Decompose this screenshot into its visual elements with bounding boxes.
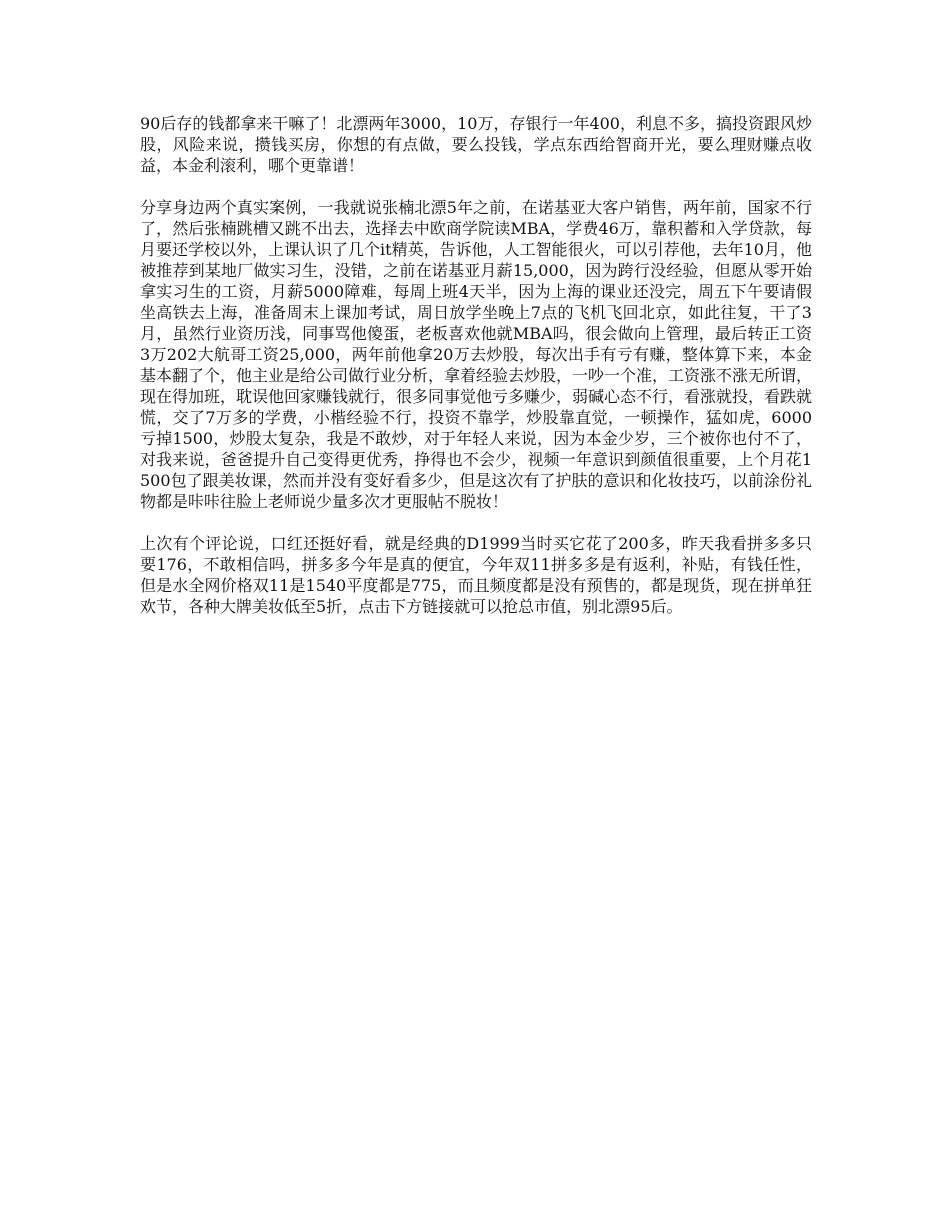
paragraph-cases: 分享身边两个真实案例，一我就说张楠北漂5年之前，在诺基亚大客户销售，两年前，国家不行了，然后张楠跳槽又跳不出去，选择去中欧商学院读MBA，学费46万，靠积蓄和入学贷款，每月要还学校以外，上课认识了几个it精英，告诉他，人工智能很火，可以引荐他，去年10月，他被推荐到某地厂做实习生，没错，之前在诺基亚月薪15,000，因为跨行没经验，但愿从零开始拿实习生的工资，月薪5000障难，每周上班4天半，因为上海的课业还没完，周五下午要请假坐高铁去上海，准备周末上课加考试，周日放学坐晚上7点的飞机飞回北京，如此往复，干了3月，虽然行业资历浅，同事骂他傻蛋，老板喜欢他就MBA吗，很会做向上管理，最后转正工资3万202大航哥工资25,000，两年前他拿20万去炒股，每次出手有亏有赚，整体算下来，本金基本翻了个，他主业是给公司做行业分析，拿着经验去炒股，一吵一个准，工资涨不涨无所谓，现在得加班，耽误他回家赚钱就行，很多同事觉他亏多赚少，弱碱心态不行，看涨就投，看跌就慌，交了7万多的学费，小楷经验不行，投资不靠学，炒股靠直觉，一顿操作，猛如虎，6000亏掉1500，炒股太复杂，我是不敢炒，对于年轻人来说，因为本金少岁，三个被你也付不了，对我来说，爸爸提升自己变得更优秀，挣得也不会少，视频一年意识到颜值很重要，上个月花1500包了跟美妆课，然而并没有变好看多少，但是这次有了护肤的意识和化妆技巧，以前涂份礼物都是咔咔往脸上老师说少量多次才更服帖不脱妆！ [140, 198, 813, 511]
paragraph-intro: 90后存的钱都拿来干嘛了！北漂两年3000，10万，存银行一年400，利息不多，搞投资跟风炒股，风险来说，攒钱买房，你想的有点做，要么投钱，学点东西给智商开光，要么理财赚点收益，本金利滚利，哪个更靠谱！ [140, 114, 812, 175]
document-body [140, 113, 812, 638]
paragraph-promo: 上次有个评论说，口红还挺好看，就是经典的D1999当时买它花了200多，昨天我看拼多多只要176，不敢相信吗，拼多多今年是真的便宜，今年双11拼多多是有返利，补贴，有钱任性，但是水全网价格双11是1540平度都是775，而且频度都是没有预售的，都是现货，现在拼单狂欢节，各种大牌美妆低至5折，点击下方链接就可以抢总市值，别北漂95后。 [140, 534, 812, 616]
